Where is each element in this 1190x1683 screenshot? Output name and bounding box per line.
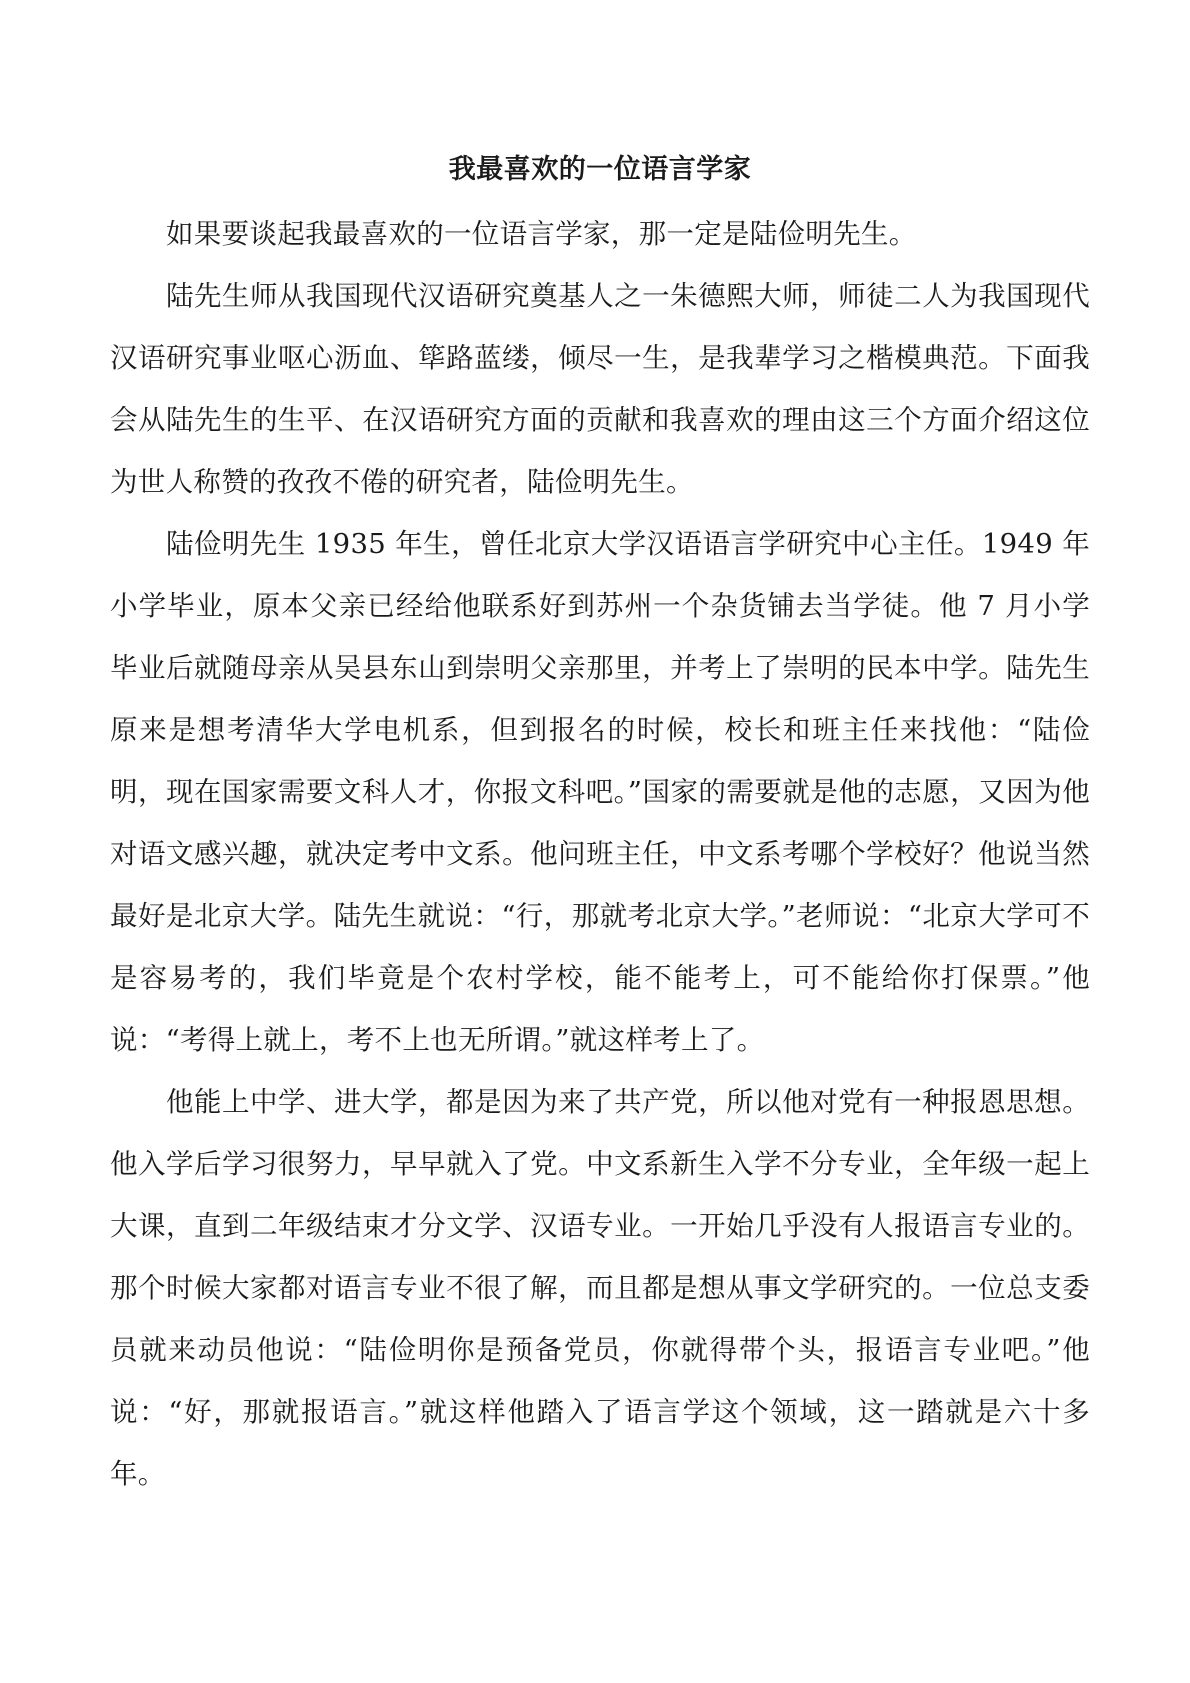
document-title: 我最喜欢的一位语言学家	[448, 154, 752, 185]
paragraph-biography: 陆俭明先生 1935 年生，曾任北京大学汉语语言学研究中心主任。1949 年小学毕业，原本父亲已经给他联系好到苏州一个杂货铺去当学徒。他 7 月小学毕业后就随母亲从吴县东山到崇明父亲那里，并考上了崇明的民本中学。陆先生原来是想考清华大学电机系，但到报名的时候，校长和班主任来找他：“陆俭明，现在国家需要文科人才，你报文科吧。”国家的需要就是他的志愿，又因为他对语文感兴趣，就决定考中文系。他问班主任，中文系考哪个学校好？他说当然最好是北京大学。陆先生就说：“行，那就考北京大学。”老师说：“北京大学可不是容易考的，我们毕竟是个农村学校，能不能考上，可不能给你打保票。”他说：“考得上就上，考不上也无所谓。”就这样考上了。	[110, 528, 1090, 1056]
paragraph-teacher: 陆先生师从我国现代汉语研究奠基人之一朱德熙大师，师徒二人为我国现代汉语研究事业呕心沥血、筚路蓝缕，倾尽一生，是我辈学习之楷模典范。下面我会从陆先生的生平、在汉语研究方面的贡献和我喜欢的理由这三个方面介绍这位为世人称赞的孜孜不倦的研究者，陆俭明先生。	[110, 280, 1090, 498]
paragraph-intro: 如果要谈起我最喜欢的一位语言学家，那一定是陆俭明先生。	[166, 218, 917, 250]
paragraph-university: 他能上中学、进大学，都是因为来了共产党，所以他对党有一种报恩思想。他入学后学习很努力，早早就入了党。中文系新生入学不分专业，全年级一起上大课，直到二年级结束才分文学、汉语专业。一开始几乎没有人报语言专业的。那个时候大家都对语言专业不很了解，而且都是想从事文学研究的。一位总支委员就来动员他说：“陆俭明你是预备党员，你就得带个头，报语言专业吧。”他说：“好，那就报语言。”就这样他踏入了语言学这个领域，这一踏就是六十多年。	[110, 1086, 1090, 1490]
document-page	[110, 150, 1090, 1505]
